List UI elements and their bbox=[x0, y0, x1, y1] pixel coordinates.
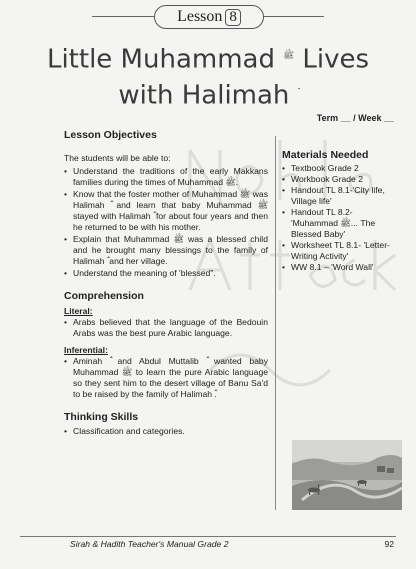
page-number: 92 bbox=[384, 539, 394, 549]
list-item: • Workbook Grade 2 bbox=[282, 174, 402, 185]
list-item: • Handout TL 8.1-'City life, Village life' bbox=[282, 185, 402, 207]
thinking-list bbox=[64, 426, 268, 437]
right-column bbox=[282, 150, 402, 273]
pbuh-symbol: ﷺ bbox=[283, 51, 295, 61]
materials-list bbox=[282, 163, 402, 273]
objectives-list bbox=[64, 166, 268, 279]
footer-book-title: Sirah & Hadith Teacher's Manual Grade 2 bbox=[70, 539, 229, 549]
lesson-rule-left bbox=[92, 16, 154, 17]
comprehension-heading: Comprehension bbox=[64, 290, 144, 302]
lesson-rule-right bbox=[262, 16, 324, 17]
term-week: Term __ / Week __ bbox=[316, 113, 394, 123]
lesson-number: 8 bbox=[225, 9, 241, 26]
list-item: • Textbook Grade 2 bbox=[282, 163, 402, 174]
inferential-label: Inferential: bbox=[64, 345, 108, 355]
left-column bbox=[64, 130, 268, 437]
list-item: • WW 8.1 – 'Word Wall' bbox=[282, 262, 402, 273]
list-item: • Explain that Muhammad ﷺ was a blessed child and he brought many blessings to the family of Halimah ؓ and her village. bbox=[64, 234, 268, 267]
list-item: • Understand the traditions of the early Makkans families during the times of Muhammad ﷺ. bbox=[64, 166, 268, 188]
objectives-intro: The students will be able to: bbox=[64, 153, 171, 163]
thinking-heading: Thinking Skills bbox=[64, 411, 139, 423]
list-item: • Know that the foster mother of Muhammad ﷺ was Halimah ؓ and learn that baby Muhammad ﷺ stayed with Halimah ؓ for about four years and then he returned to be with his mother. bbox=[64, 189, 268, 233]
page-title bbox=[20, 40, 396, 111]
literal-label: Literal: bbox=[64, 306, 93, 316]
list-item: • Understand the meaning of 'blessed". bbox=[64, 268, 268, 279]
title-line1-end: Lives bbox=[302, 44, 370, 75]
list-item: • Aminah ؓ and Abdul Muttalib ؓ wanted baby Muhammad ﷺ to learn the pure Arabic language so they sent him to the desert village of Banu Sa'd to be raised by the family of Halimah ؓ. bbox=[64, 356, 268, 400]
list-item: • Classification and categories. bbox=[64, 426, 268, 437]
title-line1: Little Muhammad bbox=[46, 44, 275, 75]
materials-heading: Materials Needed bbox=[282, 149, 369, 161]
literal-list bbox=[64, 317, 268, 339]
objectives-heading: Lesson Objectives bbox=[64, 129, 157, 141]
list-item: • Worksheet TL 8.1- 'Letter-Writing Activity' bbox=[282, 240, 402, 262]
title-line2: with Halimah bbox=[118, 80, 290, 111]
lesson-word: Lesson bbox=[177, 8, 223, 25]
lesson-badge bbox=[154, 5, 264, 29]
list-item: • Handout TL 8.2- 'Muhammad ﷺ... The Blessed Baby' bbox=[282, 207, 402, 240]
desert-village-illustration bbox=[292, 440, 402, 510]
footer-rule bbox=[20, 536, 396, 537]
inferential-list bbox=[64, 356, 268, 400]
list-item: • Arabs believed that the language of the Bedouin Arabs was the best pure Arabic language. bbox=[64, 317, 268, 339]
column-divider bbox=[275, 136, 276, 510]
